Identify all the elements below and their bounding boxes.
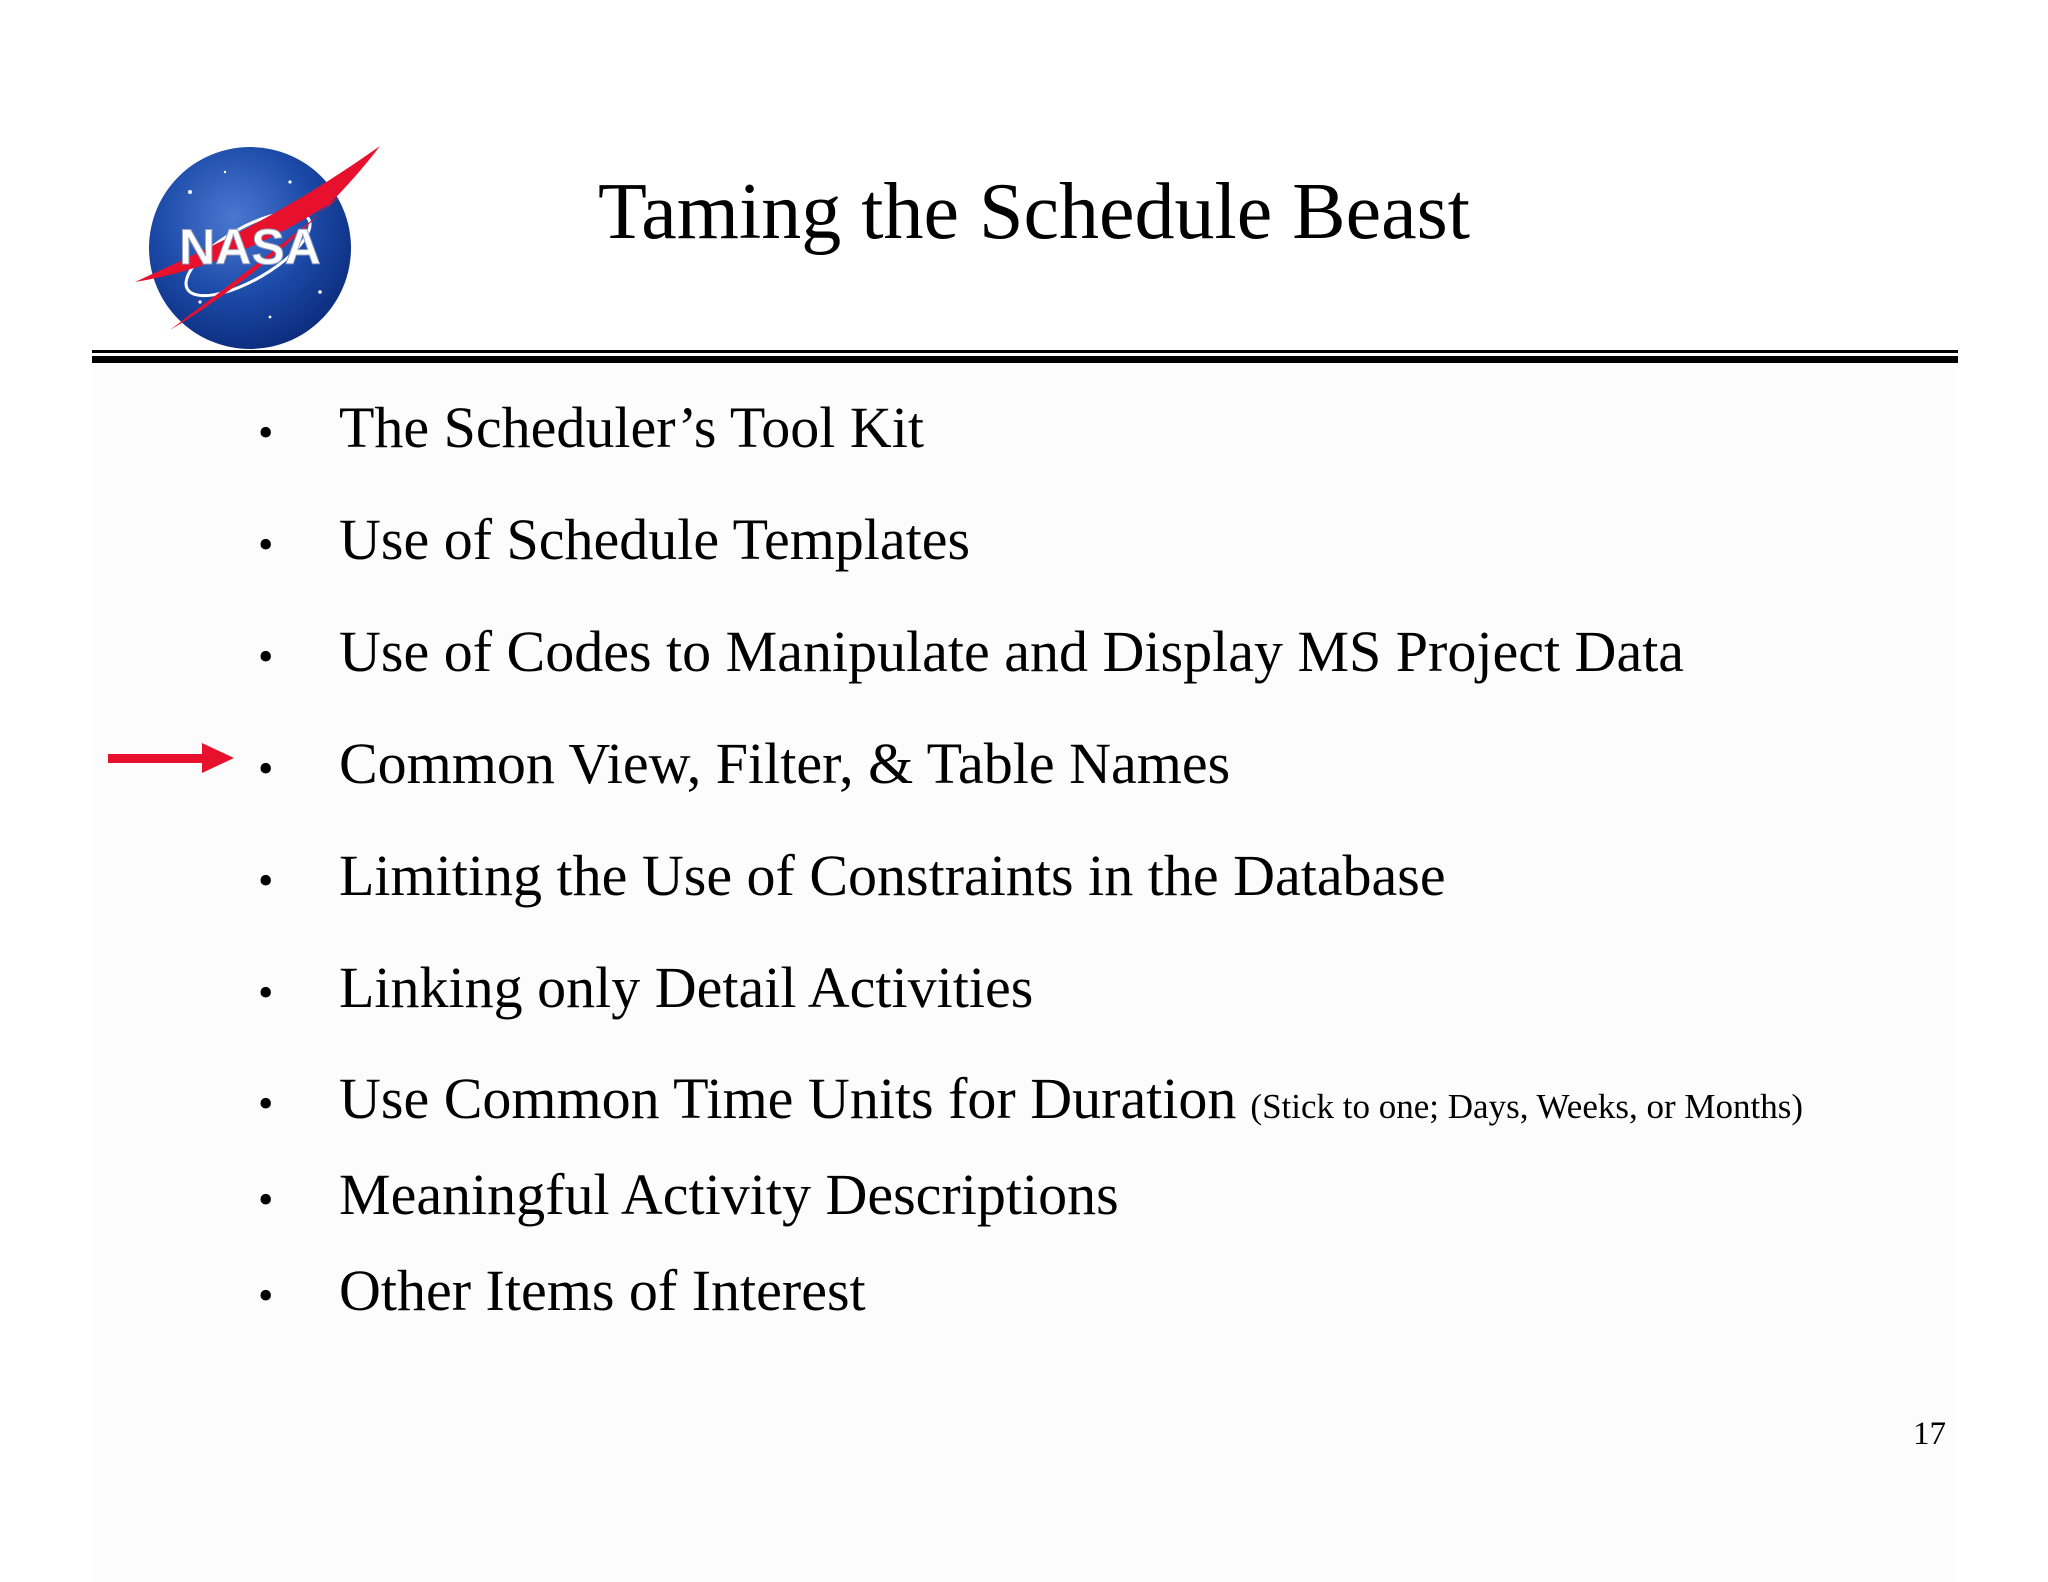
bullet-dot: • bbox=[258, 1175, 274, 1224]
page-number: 17 bbox=[1913, 1416, 1946, 1452]
list-item-text: Use Common Time Units for Duration bbox=[339, 1066, 1237, 1131]
bullet-dot: • bbox=[258, 1271, 274, 1320]
list-item-text: Common View, Filter, & Table Names bbox=[339, 731, 1231, 796]
list-item-text: Use of Schedule Templates bbox=[339, 507, 971, 572]
list-item bbox=[258, 388, 924, 468]
list-item-text: The Scheduler’s Tool Kit bbox=[339, 395, 924, 460]
list-item-text: Linking only Detail Activities bbox=[339, 955, 1034, 1020]
bullet-dot: • bbox=[258, 520, 274, 569]
bullet-dot: • bbox=[258, 408, 274, 457]
bullet-dot: • bbox=[258, 856, 274, 905]
list-item bbox=[258, 948, 1033, 1028]
list-item bbox=[258, 500, 970, 580]
list-item-note: (Stick to one; Days, Weeks, or Months) bbox=[1250, 1087, 1804, 1126]
bullet-dot: • bbox=[258, 1079, 274, 1128]
list-item bbox=[258, 1059, 1803, 1139]
list-item bbox=[258, 836, 1446, 916]
list-item-text: Other Items of Interest bbox=[339, 1258, 866, 1323]
list-item-text: Use of Codes to Manipulate and Display MS Project Data bbox=[339, 619, 1685, 684]
slide-title: Taming the Schedule Beast bbox=[598, 168, 1470, 256]
logo-text: NASA bbox=[179, 219, 321, 275]
list-item bbox=[258, 612, 1684, 692]
list-item bbox=[258, 1251, 866, 1331]
list-item bbox=[258, 724, 1230, 804]
bullet-dot: • bbox=[258, 968, 274, 1017]
bullet-dot: • bbox=[258, 744, 274, 793]
list-item bbox=[258, 1155, 1119, 1235]
list-item-text: Limiting the Use of Constraints in the Database bbox=[339, 843, 1446, 908]
list-item-text: Meaningful Activity Descriptions bbox=[339, 1162, 1119, 1227]
bullet-dot: • bbox=[258, 632, 274, 681]
